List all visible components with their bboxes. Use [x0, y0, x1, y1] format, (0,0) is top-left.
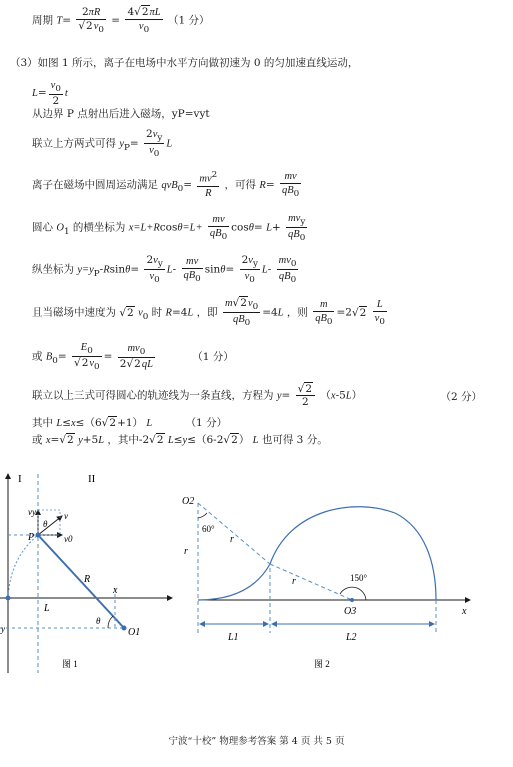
fig1-label-L: L: [44, 603, 50, 614]
fig1-caption: 图 1: [62, 659, 78, 669]
fig1-radius: [38, 535, 124, 628]
line-speed-condition: 且当磁场中速度为 √ 2 $v_0$ 时 R=4L ，即 $\frac{m√ 2v_0}{qB_0}$ =4L ，则 $\frac{m}{qB_0}$ =2√ 2 $\frac{L}{v_0}$: [32, 297, 389, 328]
fig1-label-R: R: [84, 574, 91, 585]
fig1-label-theta-bottom: θ: [96, 616, 101, 626]
fig2-label-L1: L1: [228, 632, 239, 643]
fig2-label-r-mid: r: [230, 534, 234, 545]
fig2-angle-150-arc: [340, 587, 366, 600]
fig2-caption: 图 2: [314, 659, 330, 669]
fig1-origin: [6, 596, 11, 601]
fig2-label-x: x: [462, 606, 467, 617]
fig1-label-x: x: [113, 585, 118, 596]
fig1-label-region-I: I: [18, 473, 22, 485]
line-center-x: 圆心 $O_1$ 的横坐标为 x=L+Rcosθ=L+ $\frac{mv}{qB_0}$ cosθ= L+ $\frac{mv_y}{qB_0}$: [32, 213, 306, 244]
fig2-label-O3: O3: [344, 606, 357, 617]
fig2-label-150: 150°: [350, 573, 368, 583]
line-alt-answer: 或 x=√ 2 y+5L ，其中-2√ 2 L≤y≤（6-2√ 2） L 也可得 3 分。: [32, 434, 328, 447]
line-B0: 或 $B_0=$ $E_0$ √ $2v_0$ = $\frac{mv_0}{2√ 2qL}$ （1 分）: [32, 341, 234, 372]
fig1-label-v: v: [64, 511, 68, 521]
fig1-label-region-II: II: [88, 473, 96, 485]
fig1-point-O1: [122, 626, 127, 631]
fig2-label-O2: O2: [182, 496, 195, 507]
fig2-label-60: 60°: [202, 524, 215, 534]
fig1-label-P: P: [28, 532, 35, 543]
line-combine-yp: 联立上方两式可得 $y_P=$ $\frac{2v_y}{v_0}$ L: [32, 128, 173, 160]
fig2-label-r-left: r: [184, 546, 188, 557]
fig2-point-O3: [350, 598, 354, 602]
fig1-angle-arc: [108, 616, 113, 628]
fig2-field-arc: [198, 564, 270, 600]
line-yp: 从边界 P 点射出后进入磁场，yP=vyt: [32, 108, 210, 120]
fig2-label-L2: L2: [346, 632, 357, 643]
fig1-point-P: [36, 533, 41, 538]
fig2-label-r-right: r: [292, 576, 296, 587]
fig1-velocity-box: [38, 510, 60, 535]
fig1-label-v0: v0: [64, 534, 73, 544]
line-circular-motion: 离子在磁场中圆周运动满足 qvB$_0$= $\frac{mv^2}{R}$ ，可得 R= $\frac{mv}{qB_0}$: [32, 170, 300, 200]
fig1-label-y: y: [1, 624, 5, 634]
line-range: 其中 L≤x≤（6√ 2+1） L （1 分）: [32, 417, 227, 430]
line-L-eq: L= $\frac{v_0}{2}$ t: [32, 80, 68, 108]
fig1-label-vy: vy: [28, 507, 36, 517]
line-period: 周期 T= 2πR √ $2v_0$ = $\frac{4√ 2\pi L}{v_0}$ （1 分）: [32, 6, 210, 35]
line-center-y: 纵坐标为 $y=y_P-Rsin\theta=$ $\frac{2v_y}{v_0}$ L- $\frac{mv}{qB_0}$ sinθ= $\frac{2v_y}{v_0}$ L- $\frac{mv_0}{qB_0}$: [32, 254, 297, 286]
fig1-v-arrow: [38, 516, 62, 535]
page-footer: 宁波“十校” 物理参考答案 第 4 页 共 5 页: [168, 736, 345, 747]
figure-1: [0, 468, 190, 678]
fig2-O3-radius: [270, 564, 352, 600]
fig1-label-theta-top: θ: [43, 519, 48, 529]
figure-2: [180, 468, 475, 678]
fig1-label-O1: O1: [128, 627, 141, 638]
line-trajectory: 联立以上三式可得圆心的轨迹线为一条直线，方程为 y= √ $\frac{2}{2}$ （x-5L） （2 分）: [32, 383, 502, 408]
line-q3-intro: （3）如图 1 所示，离子在电场中水平方向做初速为 0 的匀加速直线运动，: [10, 57, 359, 69]
fig2-angle-60-arc: [198, 513, 207, 518]
fig1-trajectory: [8, 535, 38, 598]
